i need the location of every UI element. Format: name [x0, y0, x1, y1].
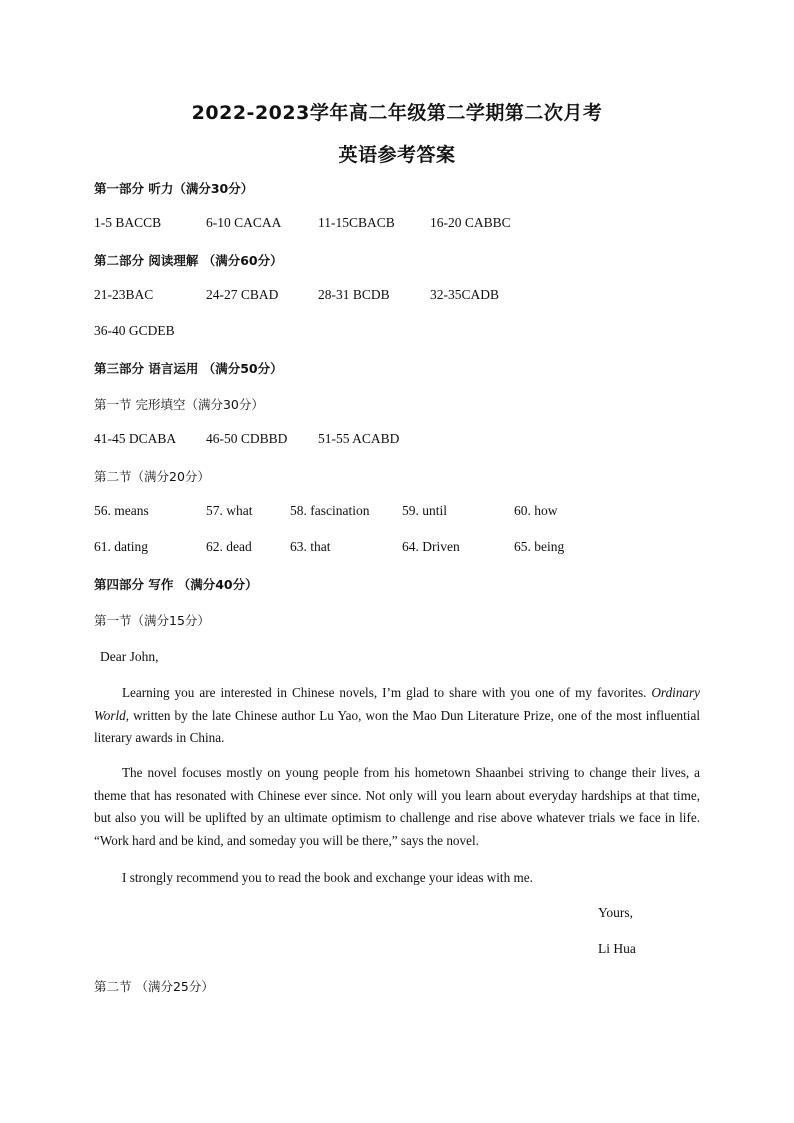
part1-heading: 第一部分 听力（满分30分） [94, 181, 254, 196]
answer-group: 11-15CBACB [318, 215, 395, 230]
answer-item: 61. dating [94, 539, 148, 554]
letter-greeting: Dear John, [100, 649, 159, 664]
letter-paragraph-2: The novel focuses mostly on young people from his hometown Shaanbei striving to change their lives, a theme that has resonated with Chinese ever since. Not only will you learn about everyday hardships at that time, but also you will be uplifted by an ultimate optimism to challenge and rise above whatever trials we face in life. “Work hard and be kind, and someday you will be there,” says the novel. [94, 765, 700, 848]
page-title: 2022-2023学年高二年级第二学期第二次月考 [191, 102, 603, 124]
answer-item: 65. being [514, 539, 565, 554]
answer-group: 24-27 CBAD [206, 287, 279, 302]
part3-heading: 第三部分 语言运用 （满分50分） [94, 361, 283, 376]
answer-item: 62. dead [206, 539, 252, 554]
answer-group: 32-35CADB [430, 287, 500, 302]
answer-group: 28-31 BCDB [318, 287, 390, 302]
part3-section2-heading: 第二节（满分20分） [94, 469, 210, 484]
letter-paragraph-1 [94, 682, 700, 750]
part4-section1-heading: 第一节（满分15分） [94, 613, 210, 628]
letter-paragraph-3: I strongly recommend you to read the book and exchange your ideas with me. [122, 870, 533, 885]
answer-item: 59. until [402, 503, 448, 518]
answer-group: 1-5 BACCB [94, 215, 162, 230]
answer-item: 63. that [290, 539, 331, 554]
part2-answers-row2 [94, 323, 175, 339]
part2-heading: 第二部分 阅读理解 （满分60分） [94, 253, 283, 268]
letter-signature: Li Hua [598, 941, 636, 956]
answer-item: 60. how [514, 503, 558, 518]
answer-item: 64. Driven [402, 539, 460, 554]
para1-lead: Learning you are interested in Chinese novels, I’m glad to share with you one of my favorites. [122, 685, 647, 700]
book-title: Ordinary World [94, 685, 701, 723]
answer-group: 41-45 DCABA [94, 431, 177, 446]
answer-item: 56. means [94, 503, 149, 518]
letter-closing: Yours, [598, 905, 634, 920]
part3-section1-heading: 第一节 完形填空（满分30分） [94, 397, 264, 412]
para1-rest: , written by the late Chinese author Lu Yao, won the Mao Dun Literature Prize, one of the most influential literary awards in China. [94, 707, 700, 746]
answer-group: 46-50 CDBBD [206, 431, 288, 446]
answer-group: 16-20 CABBC [430, 215, 511, 230]
part4-heading: 第四部分 写作 （满分40分） [94, 577, 258, 592]
part4-section2-heading: 第二节 （满分25分） [94, 979, 214, 994]
page-subtitle: 英语参考答案 [338, 144, 456, 166]
answer-group: 21-23BAC [94, 287, 154, 302]
answer-item: 57. what [206, 503, 253, 518]
answer-group: 51-55 ACABD [318, 431, 400, 446]
answer-item: 58. fascination [290, 503, 370, 518]
answer-group: 36-40 GCDEB [94, 323, 175, 338]
answer-group: 6-10 CACAA [206, 215, 282, 230]
